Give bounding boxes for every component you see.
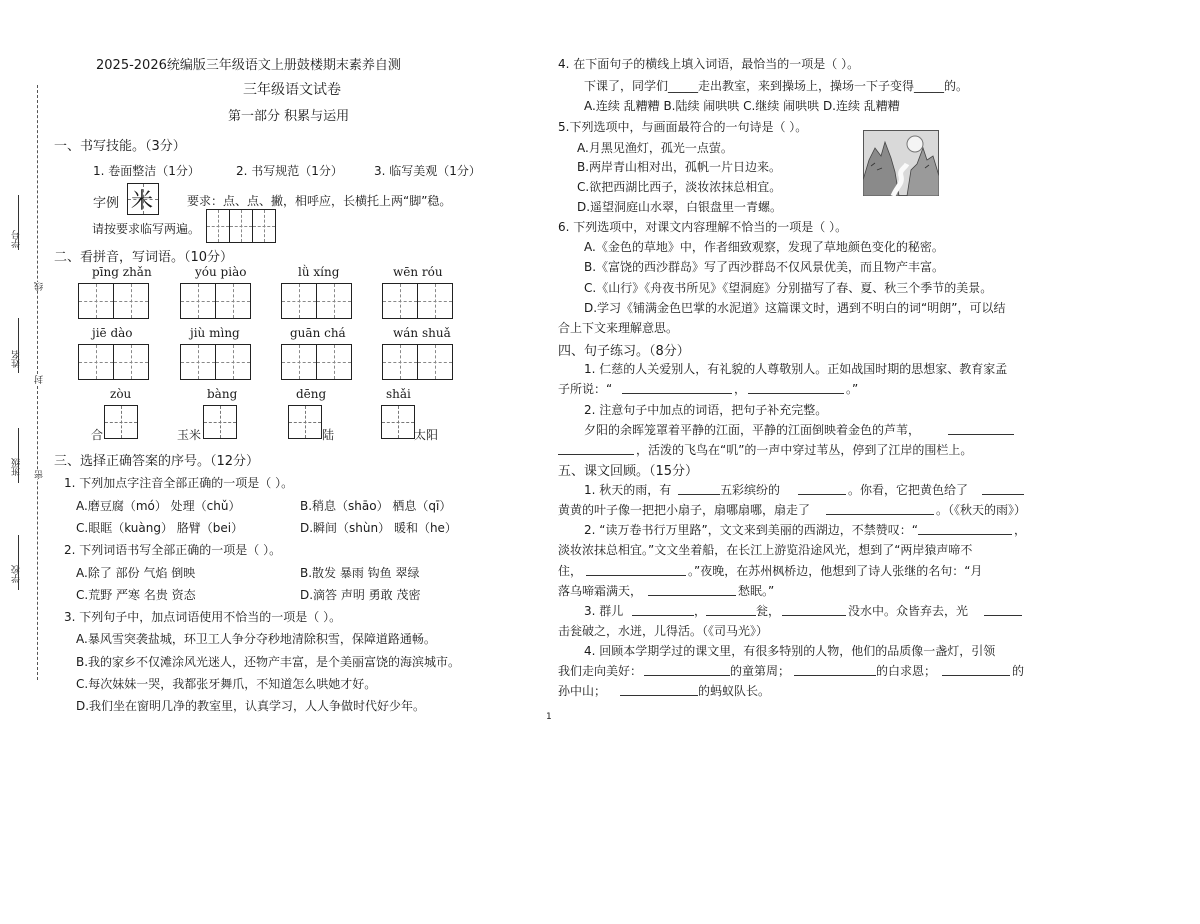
pinyin-label: guān chá — [290, 326, 346, 340]
s5-q2-part-a: 2. “读万卷书行万里路”，文文来到美丽的西湖边，不禁赞叹：“ — [584, 523, 918, 537]
option: A.《金色的草地》中，作者细致观察，发现了草地颜色变化的秘密。 — [584, 240, 944, 254]
option: A.磨豆腐（mó） 处理（chǔ） — [76, 499, 241, 513]
paper-subtitle: 三年级语文试卷 — [243, 82, 341, 98]
section-2-heading: 二、看拼音，写词语。（10分） — [54, 250, 234, 265]
margin-mark-mi: 密 — [35, 470, 45, 479]
answer-blank[interactable] — [942, 674, 1010, 676]
answer-blank[interactable] — [644, 674, 730, 676]
s4-q2-line-1: 夕阳的余晖笼罩着平静的江面，平静的江面倒映着金色的芦苇， — [584, 423, 921, 437]
s4-q1-suffix: 。” — [846, 382, 859, 396]
option: B.我的家乡不仅滩涂风光迷人，还物产丰富，是个美丽富饶的海滨城市。 — [76, 655, 461, 669]
answer-grid[interactable] — [78, 283, 149, 319]
pinyin-label: dēng — [296, 387, 327, 401]
answer-blank[interactable] — [984, 614, 1022, 616]
s5-q2-line-3b: 。”夜晚，在苏州枫桥边，他想到了诗人张继的名句：“月 — [688, 564, 983, 578]
s4-q1-comma: ， — [734, 382, 747, 396]
answer-grid[interactable] — [382, 283, 453, 319]
option-continued: 合上下文来理解意思。 — [558, 321, 679, 335]
pinyin-label: pīng zhǎn — [92, 265, 152, 279]
answer-blank[interactable] — [678, 493, 720, 495]
answer-blank[interactable] — [794, 674, 876, 676]
s5-q4-line-2c: 的白求恩； — [876, 664, 937, 678]
copy-grid[interactable] — [206, 209, 276, 243]
option: D.滴答 声明 勇敢 茂密 — [300, 588, 421, 602]
answer-grid[interactable] — [382, 344, 453, 380]
s5-q3-line-2: 击瓮破之，水迸，儿得活。（《司马光》） — [558, 624, 769, 638]
landscape-illustration — [863, 130, 939, 196]
name-blank[interactable] — [18, 318, 19, 373]
s5-q1-line-2b: 。（《秋天的雨》） — [936, 503, 1027, 517]
option: D.遥望洞庭山水翠，白银盘里一青螺。 — [577, 200, 783, 214]
answer-blank[interactable] — [826, 513, 934, 515]
question-1: 1. 下列加点字注音全部正确的一项是（ ）。 — [64, 476, 294, 490]
pinyin-label: lǜ xíng — [298, 265, 340, 279]
s5-q4-line-3a: 孙中山； — [558, 684, 607, 698]
word-fragment: 陆 — [322, 428, 335, 442]
answer-grid[interactable] — [281, 283, 352, 319]
s1-item-1: 1. 卷面整洁（1分） — [93, 164, 200, 178]
s5-q4-line-2a: 我们走向美好： — [558, 664, 643, 678]
question-6: 6. 下列选项中，对课文内容理解不恰当的一项是（ ）。 — [558, 220, 848, 234]
option: B.稍息（shāo） 栖息（qī） — [300, 499, 452, 513]
answer-grid[interactable] — [180, 344, 251, 380]
s5-q1-line-2a: 黄黄的叶子像一把把小扇子，扇哪扇哪，扇走了 — [558, 503, 811, 517]
answer-blank[interactable] — [706, 614, 756, 616]
answer-grid[interactable] — [180, 283, 251, 319]
pinyin-label: wēn róu — [393, 265, 443, 279]
section-1-heading: 一、书写技能。（3分） — [54, 139, 186, 154]
s5-q3-part-d: 没水中。众皆弃去，光 — [848, 604, 969, 618]
answer-blank[interactable] — [798, 493, 846, 495]
word-fragment: 玉米 — [177, 428, 202, 442]
margin-label-school: 学校 — [12, 565, 22, 583]
option: D.瞬间（shùn） 暖和（he） — [300, 521, 457, 535]
answer-blank[interactable] — [982, 493, 1024, 495]
answer-blank[interactable] — [748, 392, 844, 394]
pinyin-label: yóu piào — [195, 265, 247, 279]
s1-item-3: 3. 临写美观（1分） — [374, 164, 481, 178]
option: C.每次妹妹一哭，我都张牙舞爪，不知道怎么哄她才好。 — [76, 677, 377, 691]
option: D.学习《铺满金色巴掌的水泥道》这篇课文时，遇到不明白的词“明朗”，可以结 — [584, 301, 1006, 315]
school-blank[interactable] — [18, 535, 19, 590]
option: A.暴风雪突袭盐城，环卫工人争分夺秒地清除积雪，保障道路通畅。 — [76, 632, 436, 646]
s5-q3-part-b: ， — [694, 604, 707, 618]
s1-item-2: 2. 书写规范（1分） — [236, 164, 343, 178]
margin-mark-xian: 线 — [35, 282, 45, 291]
margin-label-id: 学号 — [12, 230, 22, 248]
question-4-sentence: 下课了，同学们_____走出教室，来到操场上，操场一下子变得_____的。 — [584, 79, 969, 93]
question-4: 4. 在下面句子的横线上填入词语，最恰当的一项是（ ）。 — [558, 57, 860, 71]
answer-blank[interactable] — [558, 453, 634, 455]
answer-blank[interactable] — [586, 574, 686, 576]
s5-q2-part-b: ， — [1014, 523, 1027, 537]
s5-q4-line-2b: 的童第周； — [730, 664, 791, 678]
s5-q2-line-4b: 愁眠。” — [738, 584, 775, 598]
s5-q3-part-c: 瓮， — [756, 604, 781, 618]
writing-requirement: 要求：点、点、撇，相呼应，长横托上两“脚”稳。 — [187, 194, 452, 208]
pinyin-label: bàng — [207, 387, 238, 401]
option: A.月黑见渔灯，孤光一点萤。 — [577, 141, 733, 155]
s5-q2-line-4a: 落乌啼霜满天， — [558, 584, 643, 598]
s5-q1-part-c: 。你看，它把黄色给了 — [848, 483, 969, 497]
answer-box[interactable] — [288, 405, 322, 439]
pinyin-label: jiù mìng — [190, 326, 240, 340]
s5-q1-part-a: 1. 秋天的雨，有 — [584, 483, 672, 497]
s5-q2-line-3a: 住， — [558, 564, 583, 578]
s4-q2-line-2: ，活泼的飞鸟在“叽”的一声中穿过苇丛，停到了江岸的围栏上。 — [636, 443, 973, 457]
pinyin-label: shǎi — [386, 387, 411, 401]
class-blank[interactable] — [18, 428, 19, 483]
answer-blank[interactable] — [948, 433, 1014, 435]
section-5-heading: 五、课文回顾。（15分） — [558, 464, 699, 479]
option: B.《富饶的西沙群岛》写了西沙群岛不仅风景优美，而且物产丰富。 — [584, 260, 945, 274]
margin-label-class: 班级 — [12, 458, 22, 476]
s4-question-1: 1. 仁慈的人关爱别人，有礼貌的人尊敬别人。正如战国时期的思想家、教育家孟 — [584, 362, 1008, 376]
answer-blank[interactable] — [782, 614, 846, 616]
margin-label-name: 姓名 — [12, 350, 22, 368]
s4-question-2: 2. 注意句子中加点的词语，把句子补充完整。 — [584, 403, 828, 417]
word-fragment: 合 — [91, 428, 104, 442]
question-3: 3. 下列句子中，加点词语使用不恰当的一项是（ ）。 — [64, 610, 342, 624]
answer-box[interactable] — [203, 405, 237, 439]
pinyin-label: wán shuǎ — [393, 326, 451, 340]
option: B.散发 暴雨 钩鱼 翠绿 — [300, 566, 420, 580]
answer-blank[interactable] — [648, 594, 736, 596]
s5-q4-line-2d: 的 — [1012, 664, 1025, 678]
answer-grid[interactable] — [78, 344, 149, 380]
answer-box[interactable] — [104, 405, 138, 439]
option: C.《山行》《舟夜书所见》《望洞庭》分别描写了春、夏、秋三个季节的美景。 — [584, 281, 993, 295]
s5-q2-line-2: 淡妆浓抹总相宜。”文文坐着船，在长江上游览沿途风光，想到了“两岸猿声啼不 — [558, 543, 973, 557]
section-4-heading: 四、句子练习。（8分） — [558, 344, 690, 359]
s5-q4-line-1: 4. 回顾本学期学过的课文里，有很多特别的人物，他们的品质像一盏灯，引领 — [584, 644, 996, 658]
word-fragment: 太阳 — [414, 428, 439, 442]
option: D.我们坐在窗明几净的教室里，认真学习，人人争做时代好少年。 — [76, 699, 426, 713]
question-4-options: A.连续 乱糟糟 B.陆续 闹哄哄 C.继续 闹哄哄 D.连续 乱糟糟 — [584, 99, 900, 113]
option: C.欲把西湖比西子，淡妆浓抹总相宜。 — [577, 180, 782, 194]
pinyin-label: zòu — [110, 387, 132, 401]
answer-blank[interactable] — [632, 614, 694, 616]
example-label: 字例 — [93, 196, 120, 211]
option: A.除了 部份 气焰 倒映 — [76, 566, 196, 580]
question-2: 2. 下列词语书写全部正确的一项是（ ）。 — [64, 543, 282, 557]
section-3-heading: 三、选择正确答案的序号。（12分） — [54, 454, 260, 469]
option: C.荒野 严寒 名贵 资态 — [76, 588, 196, 602]
s4-q1-prefix: 子所说：“ — [558, 382, 613, 396]
pinyin-label: jiē dào — [92, 326, 133, 340]
option: B.两岸青山相对出，孤帆一片日边来。 — [577, 160, 782, 174]
copy-prompt: 请按要求临写两遍。 — [92, 222, 201, 236]
option: C.眼眶（kuàng） 胳臂（bei） — [76, 521, 244, 535]
answer-box[interactable] — [381, 405, 415, 439]
answer-blank[interactable] — [622, 392, 732, 394]
answer-grid[interactable] — [281, 344, 352, 380]
s5-q3-part-a: 3. 群儿 — [584, 604, 624, 618]
part-title: 第一部分 积累与运用 — [228, 109, 350, 124]
exam-title: 2025-2026统编版三年级语文上册鼓楼期末素养自测 — [96, 58, 401, 73]
answer-blank[interactable] — [620, 694, 698, 696]
answer-blank[interactable] — [918, 533, 1012, 535]
id-blank[interactable] — [18, 195, 19, 250]
s5-q4-line-3b: 的蚂蚁队长。 — [698, 684, 771, 698]
question-5: 5.下列选项中，与画面最符合的一句诗是（ ）。 — [558, 120, 808, 134]
s5-q1-part-b: 五彩缤纷的 — [720, 483, 781, 497]
example-char: 米 — [130, 189, 153, 214]
page-number: 1 — [546, 712, 552, 722]
margin-mark-feng: 封 — [35, 375, 45, 384]
